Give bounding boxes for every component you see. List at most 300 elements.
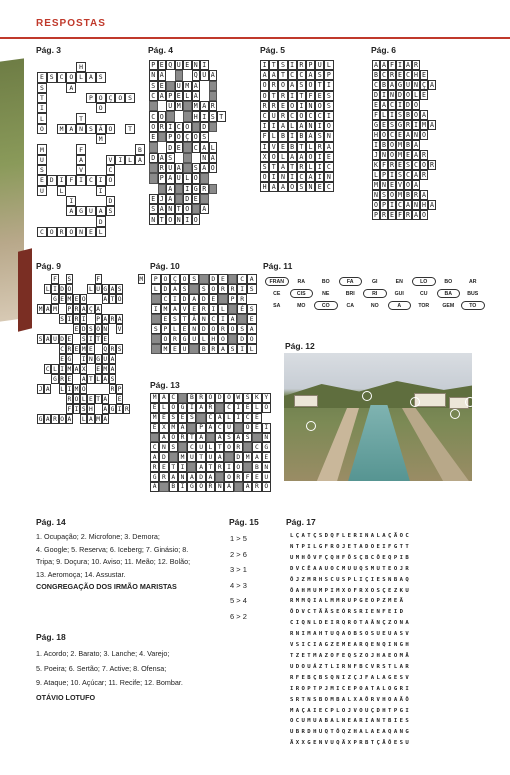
letter-cell: M	[192, 101, 201, 111]
letter-cell: R	[297, 162, 306, 172]
letter-cell: E	[180, 324, 190, 334]
letter-cell: L	[224, 413, 233, 423]
black-square	[234, 423, 243, 433]
letter-cell: C	[37, 227, 47, 237]
letter-cell: P	[86, 93, 96, 103]
letter-cell: M	[96, 415, 100, 423]
syllable: EN	[395, 278, 403, 285]
empty-space	[420, 180, 428, 190]
letter-cell: A	[110, 355, 115, 363]
letter-cell: B	[199, 344, 209, 354]
letter-cell: C	[57, 72, 67, 82]
letter-cell: F	[96, 275, 100, 283]
empty-space	[138, 314, 145, 324]
letter-cell: I	[237, 344, 247, 354]
letter-cell: O	[169, 433, 178, 443]
letter-cell: A	[166, 184, 175, 194]
match-line: 5 > 4	[230, 596, 247, 605]
letter-cell: A	[306, 131, 315, 141]
word-search-row: UBRDHUQTÔQZHALAEAQANG	[290, 729, 412, 736]
empty-space	[115, 196, 125, 206]
empty-space	[436, 140, 444, 150]
black-square	[189, 344, 199, 354]
empty-space	[59, 404, 66, 414]
letter-cell: A	[158, 153, 167, 163]
syllable: MO	[297, 302, 306, 309]
letter-cell: O	[278, 80, 287, 90]
letter-cell: M	[169, 423, 178, 433]
empty-space	[334, 162, 343, 172]
match-line: 4 > 3	[230, 580, 247, 590]
letter-cell: U	[315, 60, 324, 70]
letter-cell: A	[428, 120, 436, 130]
letter-cell: A	[278, 182, 287, 192]
empty-space	[86, 134, 96, 144]
letter-cell: S	[37, 83, 47, 93]
letter-cell: L	[89, 285, 93, 293]
empty-space	[334, 172, 343, 182]
empty-space	[428, 180, 436, 190]
letter-cell: A	[170, 304, 180, 314]
difference-circle	[362, 391, 372, 401]
letter-cell: O	[196, 482, 205, 492]
letter-cell: Y	[262, 393, 271, 403]
letter-cell: P	[149, 60, 158, 70]
empty-space	[135, 227, 145, 237]
letter-cell: G	[178, 403, 187, 413]
empty-space	[47, 206, 57, 216]
empty-space	[86, 113, 96, 123]
letter-cell: I	[380, 90, 388, 100]
empty-space	[209, 173, 218, 183]
letter-cell: R	[57, 227, 67, 237]
page-label-18: Pág. 18	[36, 632, 66, 642]
letter-cell: R	[170, 334, 180, 344]
letter-cell: R	[234, 472, 243, 482]
word-search-p17	[290, 531, 411, 749]
black-square	[206, 433, 215, 443]
letter-cell: R	[60, 375, 65, 383]
letter-cell: G	[67, 355, 72, 363]
letter-cell: O	[224, 442, 233, 452]
letter-cell: F	[372, 110, 380, 120]
letter-cell: R	[215, 462, 224, 472]
letter-cell: A	[45, 305, 50, 313]
letter-cell: V	[269, 142, 278, 152]
empty-space	[175, 111, 184, 121]
empty-space	[37, 216, 47, 226]
empty-space	[123, 374, 130, 384]
letter-cell: S	[149, 81, 158, 91]
empty-space	[106, 113, 116, 123]
letter-cell: T	[206, 462, 215, 472]
letter-cell: T	[278, 70, 287, 80]
crossword-grid-p9	[37, 274, 145, 424]
letter-cell: A	[200, 101, 209, 111]
empty-space	[59, 324, 66, 334]
letter-cell: U	[166, 101, 175, 111]
empty-space	[217, 204, 226, 214]
letter-cell: N	[412, 130, 420, 140]
letter-cell: O	[247, 334, 257, 344]
letter-cell: L	[96, 375, 100, 383]
letter-cell: S	[117, 345, 122, 353]
syllable-row	[265, 301, 486, 310]
empty-space	[73, 274, 80, 284]
letter-cell: C	[60, 345, 65, 353]
circled-syllable: FA	[339, 277, 363, 286]
empty-space	[135, 186, 145, 196]
letter-cell: O	[324, 121, 333, 131]
empty-space	[138, 364, 145, 374]
letter-cell: P	[151, 274, 161, 284]
empty-space	[37, 134, 47, 144]
letter-cell: I	[237, 284, 247, 294]
letter-cell: Q	[103, 345, 108, 353]
section-title: RESPOSTAS	[36, 18, 106, 29]
empty-space	[130, 354, 137, 364]
letter-cell: A	[103, 375, 108, 383]
empty-space	[334, 60, 343, 70]
letter-cell: M	[81, 345, 86, 353]
letter-cell: O	[209, 324, 219, 334]
letter-cell: I	[396, 60, 404, 70]
empty-space	[428, 140, 436, 150]
letter-cell: S	[81, 405, 86, 413]
letter-cell: A	[252, 452, 261, 462]
empty-space	[334, 131, 343, 141]
empty-space	[115, 62, 125, 72]
letter-cell: T	[110, 295, 115, 303]
letter-cell: A	[170, 284, 180, 294]
letter-cell: Ç	[183, 132, 192, 142]
letter-cell: H	[192, 111, 201, 121]
empty-space	[73, 414, 80, 424]
empty-space	[96, 83, 106, 93]
letter-cell: M	[96, 134, 106, 144]
empty-space	[37, 344, 44, 354]
empty-space	[115, 144, 125, 154]
letter-cell: L	[76, 72, 86, 82]
empty-space	[115, 83, 125, 93]
letter-cell: A	[158, 70, 167, 80]
letter-cell: C	[404, 70, 412, 80]
letter-cell: B	[252, 462, 261, 472]
black-square	[192, 204, 201, 214]
letter-cell: B	[169, 482, 178, 492]
empty-space	[115, 216, 125, 226]
letter-cell: R	[404, 210, 412, 220]
empty-space	[76, 83, 86, 93]
letter-cell: A	[96, 305, 100, 313]
empty-space	[138, 374, 145, 384]
letter-cell: A	[428, 200, 436, 210]
letter-cell: O	[66, 72, 76, 82]
letter-cell: A	[187, 472, 196, 482]
empty-space	[138, 394, 145, 404]
letter-cell: U	[404, 80, 412, 90]
letter-cell: N	[306, 121, 315, 131]
empty-space	[217, 184, 226, 194]
letter-cell: A	[380, 100, 388, 110]
empty-space	[47, 144, 57, 154]
letter-cell: G	[53, 295, 57, 303]
letter-cell: R	[388, 70, 396, 80]
empty-space	[200, 81, 209, 91]
letter-cell: M	[139, 275, 144, 283]
empty-space	[116, 334, 123, 344]
letter-cell: L	[412, 90, 420, 100]
empty-space	[44, 404, 51, 414]
letter-cell: G	[96, 355, 100, 363]
letter-cell: A	[269, 70, 278, 80]
letter-cell: R	[110, 315, 115, 323]
empty-space	[66, 155, 76, 165]
black-square	[151, 294, 161, 304]
empty-space	[115, 186, 125, 196]
letter-cell: I	[372, 140, 380, 150]
letter-cell: E	[89, 345, 93, 353]
letter-cell: T	[37, 93, 47, 103]
empty-space	[130, 404, 137, 414]
letter-cell: R	[269, 80, 278, 90]
empty-space	[47, 216, 57, 226]
empty-space	[115, 124, 125, 134]
empty-space	[428, 210, 436, 220]
syllable: GUI	[394, 290, 404, 297]
empty-space	[123, 314, 130, 324]
answer-line: 9. Ataque; 10. Açúcar; 11. Recife; 12. Bombar.	[36, 678, 183, 687]
empty-space	[217, 214, 226, 224]
letter-cell: I	[260, 121, 269, 131]
letter-cell: B	[135, 144, 145, 154]
letter-cell: M	[372, 180, 380, 190]
letter-cell: E	[60, 355, 65, 363]
letter-cell: A	[306, 172, 315, 182]
letter-cell: U	[53, 335, 57, 343]
empty-space	[109, 274, 116, 284]
empty-space	[334, 152, 343, 162]
letter-cell: N	[306, 182, 315, 192]
letter-cell: C	[297, 172, 306, 182]
letter-cell: R	[74, 305, 79, 313]
letter-cell: O	[388, 190, 396, 200]
letter-cell: D	[372, 90, 380, 100]
letter-cell: N	[200, 153, 209, 163]
letter-cell: E	[247, 314, 257, 324]
empty-space	[96, 113, 106, 123]
letter-cell: O	[158, 111, 167, 121]
black-square	[149, 101, 158, 111]
empty-space	[37, 274, 44, 284]
letter-cell: M	[396, 190, 404, 200]
empty-space	[123, 274, 130, 284]
letter-cell: E	[89, 395, 93, 403]
letter-cell: A	[158, 204, 167, 214]
letter-cell: L	[151, 284, 161, 294]
difference-circle	[306, 421, 316, 431]
letter-cell: E	[117, 395, 122, 403]
letter-cell: S	[278, 60, 287, 70]
letter-cell: N	[166, 204, 175, 214]
empty-space	[138, 344, 145, 354]
letter-cell: N	[324, 131, 333, 141]
empty-space	[125, 134, 135, 144]
match-line: 3 > 1	[230, 565, 247, 574]
letter-cell: A	[404, 60, 412, 70]
letter-cell: A	[45, 335, 50, 343]
empty-space	[217, 163, 226, 173]
letter-cell: N	[388, 90, 396, 100]
empty-space	[96, 165, 106, 175]
empty-space	[217, 194, 226, 204]
empty-space	[86, 62, 96, 72]
letter-cell: P	[96, 315, 100, 323]
letter-cell: Q	[166, 60, 175, 70]
word-search-row: ÕDVCTÃÃSEÓRSRIENFEID	[290, 609, 406, 616]
letter-cell: I	[200, 111, 209, 121]
letter-cell: L	[170, 324, 180, 334]
letter-cell: D	[215, 393, 224, 403]
letter-cell: O	[192, 173, 201, 183]
letter-cell: E	[278, 101, 287, 111]
empty-space	[80, 274, 87, 284]
empty-space	[109, 334, 116, 344]
letter-cell: S	[260, 162, 269, 172]
letter-cell: D	[237, 334, 247, 344]
letter-cell: R	[196, 393, 205, 403]
word-search-row: MAÇAIECPLOJVOUÇDHTPGI	[290, 707, 412, 714]
letter-cell: F	[306, 91, 315, 101]
letter-cell: R	[428, 160, 436, 170]
letter-cell: A	[81, 305, 86, 313]
letter-cell: R	[412, 60, 420, 70]
letter-cell: U	[180, 344, 190, 354]
letter-cell: U	[103, 355, 108, 363]
letter-cell: R	[315, 142, 324, 152]
empty-space	[66, 93, 76, 103]
letter-cell: C	[187, 442, 196, 452]
letter-cell: R	[200, 184, 209, 194]
letter-cell: A	[297, 152, 306, 162]
letter-cell: S	[297, 80, 306, 90]
letter-cell: E	[74, 295, 79, 303]
letter-cell: Q	[192, 70, 201, 80]
letter-cell: E	[396, 160, 404, 170]
letter-cell: I	[170, 294, 180, 304]
letter-cell: L	[125, 155, 135, 165]
letter-cell: A	[159, 393, 168, 403]
empty-space	[130, 384, 137, 394]
letter-cell: I	[81, 315, 86, 323]
letter-cell: A	[135, 155, 145, 165]
letter-cell: E	[324, 152, 333, 162]
letter-cell: R	[67, 395, 72, 403]
letter-cell: G	[110, 405, 115, 413]
word-search-row: DVCÊAAUOCMUUQSMUTEOJR	[290, 565, 412, 572]
letter-cell: R	[218, 284, 228, 294]
circled-syllable: TO	[461, 301, 485, 310]
letter-cell: A	[66, 124, 76, 134]
difference-circle	[410, 397, 420, 407]
letter-cell: S	[170, 314, 180, 324]
empty-space	[47, 62, 57, 72]
letter-cell: S	[166, 153, 175, 163]
black-square	[192, 122, 201, 132]
letter-cell: I	[60, 365, 65, 373]
letter-cell: F	[380, 160, 388, 170]
letter-cell: G	[192, 184, 201, 194]
empty-space	[47, 103, 57, 113]
letter-grid-p5	[260, 60, 343, 192]
letter-cell: A	[420, 110, 428, 120]
letter-cell: N	[324, 172, 333, 182]
letter-cell: A	[306, 70, 315, 80]
letter-cell: D	[161, 284, 171, 294]
letter-cell: T	[169, 462, 178, 472]
letter-cell: U	[37, 186, 47, 196]
letter-cell: I	[288, 60, 297, 70]
empty-space	[66, 324, 73, 334]
black-square	[175, 70, 184, 80]
letter-cell: I	[166, 122, 175, 132]
word-search-row: ÕJZMRHSCUSPLIÇIESNBAQ	[290, 576, 412, 583]
letter-cell: R	[150, 462, 159, 472]
letter-cell: A	[404, 200, 412, 210]
letter-cell: S	[199, 284, 209, 294]
letter-cell: R	[297, 60, 306, 70]
letter-cell: A	[159, 433, 168, 443]
difference-circle	[450, 409, 460, 419]
black-square	[187, 462, 196, 472]
letter-cell: C	[86, 175, 96, 185]
letter-cell: V	[117, 325, 122, 333]
word-search-row: IROPTPJMICEPOATALOGRI	[290, 685, 412, 692]
empty-space	[57, 165, 67, 175]
empty-space	[436, 100, 444, 110]
empty-space	[125, 165, 135, 175]
letter-cell: P	[166, 91, 175, 101]
letter-cell: H	[412, 70, 420, 80]
letter-cell: C	[404, 170, 412, 180]
letter-cell: I	[178, 462, 187, 472]
empty-space	[209, 194, 218, 204]
letter-cell: I	[288, 172, 297, 182]
letter-cell: E	[396, 130, 404, 140]
letter-cell: I	[260, 142, 269, 152]
letter-cell: R	[110, 345, 115, 353]
letter-cell: N	[380, 150, 388, 160]
letter-cell: O	[260, 172, 269, 182]
letter-cell: U	[224, 423, 233, 433]
letter-cell: O	[315, 101, 324, 111]
page-label-17: Pág. 17	[286, 517, 316, 527]
letter-cell: S	[169, 413, 178, 423]
word-search-row: TZETMAZOFEQSZOJHAEOMÃ	[290, 652, 412, 659]
letter-cell: T	[315, 80, 324, 90]
letter-cell: O	[117, 295, 122, 303]
empty-space	[51, 314, 58, 324]
letter-cell: S	[324, 91, 333, 101]
empty-space	[86, 144, 96, 154]
letter-cell: H	[260, 182, 269, 192]
letter-cell: T	[215, 442, 224, 452]
letter-cell: E	[189, 304, 199, 314]
letter-cell: R	[237, 294, 247, 304]
empty-space	[123, 324, 130, 334]
letter-cell: D	[199, 294, 209, 304]
empty-space	[130, 304, 137, 314]
